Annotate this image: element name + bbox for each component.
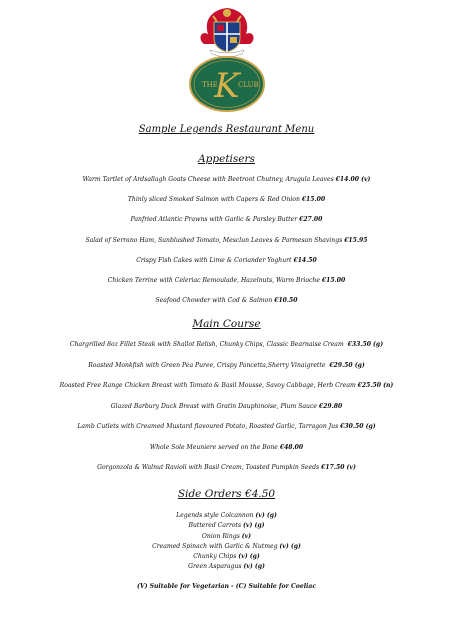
k-club-crest-icon [180, 4, 274, 114]
menu-item: Chicken Terrine with Celeriac Remoulade, Hazelnuts, Warm Brioche €15.00 [107, 277, 346, 284]
list-item: Chunky Chips (v) (g) [193, 553, 260, 561]
menu-item: Lamb Cutlets with Creamed Mustard flavoured Potato, Roasted Garlic, Tarragon Jus €30.50 (g) [77, 423, 376, 430]
menu-item: Crispy Fish Cakes with Lime & Coriander Yoghurt €14.50 [136, 257, 317, 264]
menu-item: Roasted Monkfish with Green Pea Puree, Crispy Pancetta,Sherry Vinaigrette €29.50 (g) [88, 362, 365, 369]
menu-item: Seafood Chowder with Cod & Salmon €10.50 [155, 297, 298, 304]
list-item: Creamed Spinach with Garlic & Nutmeg (v) (g) [152, 542, 301, 550]
list-item: Buttered Carrots (v) (g) [188, 522, 265, 530]
svg-text:CLUB: CLUB [238, 81, 259, 89]
menu-item: Salad of Serrano Ham, Sunblushed Tomato, Mesclun Leaves & Parmesan Shavings €15.95 [85, 237, 368, 244]
menu-item: Warm Tartlet of Ardsallagh Goats Cheese with Beetroot Chutney, Arugula Leaves €14.00 (v) [82, 176, 371, 183]
svg-text:THE: THE [202, 81, 218, 89]
menu-item: Roasted Free Range Chicken Breast with Tomato & Basil Mousse, Savoy Cabbage, Herb Cream €25.50 (n) [59, 382, 394, 389]
menu-item: Thinly sliced Smoked Salmon with Capers & Red Onion €15.00 [127, 196, 326, 203]
side-orders-list [0, 511, 453, 573]
menu-item: Panfried Atlantic Prawns with Garlic & Parsley Butter €27.00 [130, 216, 323, 223]
club-logo [0, 4, 453, 114]
list-item: Legends style Colcannon (v) (g) [176, 512, 277, 519]
section-heading-side-orders: Side Orders €4.50 [177, 488, 276, 500]
menu-item: Gorgonzola & Walnut Ravioli with Basil Cream, Toasted Pumpkin Seeds €17.50 (v) [97, 464, 356, 471]
svg-text:K: K [214, 66, 240, 106]
list-item: Green Asparagus (v) (g) [188, 563, 265, 571]
section-heading-appetisers: Appetisers [198, 153, 255, 165]
dietary-legend: (V) Suitable for Vegetarian - (C) Suitable for Coeliac [136, 583, 317, 590]
section-heading-main-course: Main Course [192, 318, 261, 330]
list-item: Onion Rings (v) [201, 532, 252, 540]
menu-title: Sample Legends Restaurant Menu [138, 124, 315, 135]
menu-item: Chargrilled 8oz Fillet Steak with Shallot Relish, Chunky Chips, Classic Bearnaise Cream €33.50 (g) [69, 341, 384, 348]
menu-item: Glazed Barbury Duck Breast with Gratin Dauphinoise, Plum Sauce €29.80 [110, 403, 343, 410]
menu-item: Whole Sole Meuniere served on the Bone €48.00 [149, 444, 304, 451]
